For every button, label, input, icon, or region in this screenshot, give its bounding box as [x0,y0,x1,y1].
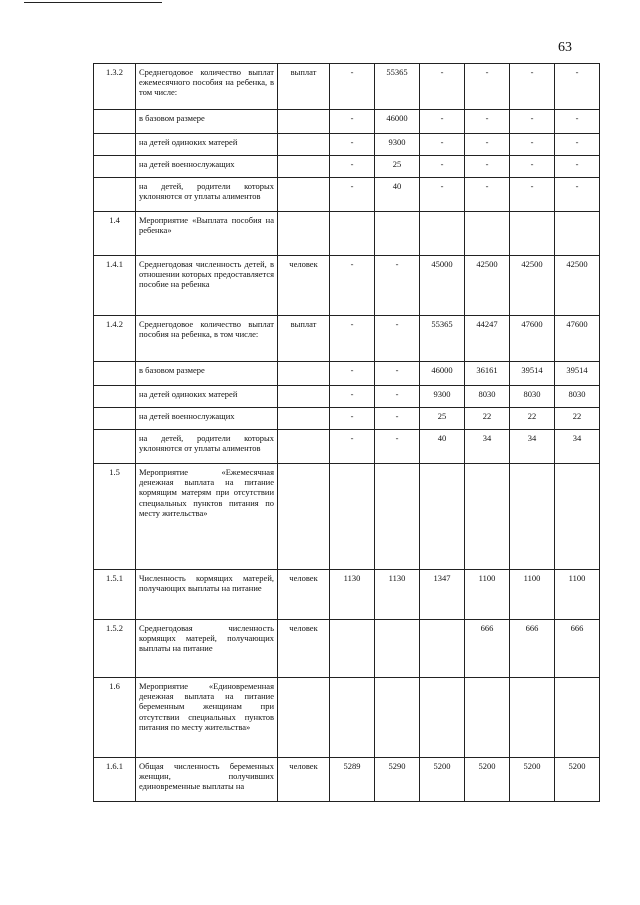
row-value-3: 45000 [420,256,465,316]
table-row [94,570,600,620]
row-value-4 [465,212,510,256]
row-value-4 [465,464,510,570]
row-value-5: - [510,110,555,134]
row-value-4: 42500 [465,256,510,316]
row-value-1: - [330,316,375,362]
row-value-1: - [330,408,375,430]
table-row [94,256,600,316]
row-description: в базовом размере [136,110,278,134]
row-number: 1.3.2 [94,64,136,110]
row-value-3 [420,212,465,256]
row-value-2: 1130 [375,570,420,620]
row-value-4: 44247 [465,316,510,362]
row-value-4: 36161 [465,362,510,386]
row-value-2: 25 [375,156,420,178]
table-row [94,678,600,758]
row-value-1: - [330,64,375,110]
row-value-2 [375,678,420,758]
row-value-2: - [375,386,420,408]
row-description: Мероприятие «Ежемесячная денежная выплата на питание кормящим матерям при отсутствии специальных пунктов питания по месту жительства» [136,464,278,570]
row-value-4: - [465,156,510,178]
row-description: Численность кормящих матерей, получающих выплаты на питание [136,570,278,620]
table-row [94,110,600,134]
row-value-5: 42500 [510,256,555,316]
row-number [94,134,136,156]
row-unit: выплат [278,64,330,110]
row-value-1: 5289 [330,758,375,802]
row-value-1 [330,620,375,678]
row-value-6: 8030 [555,386,600,408]
row-unit [278,386,330,408]
row-value-4: - [465,64,510,110]
row-number: 1.5 [94,464,136,570]
row-value-6: 39514 [555,362,600,386]
row-unit: выплат [278,316,330,362]
row-value-5: 39514 [510,362,555,386]
row-value-5 [510,212,555,256]
row-value-1: - [330,156,375,178]
row-description: Среднегодовая численность кормящих матерей, получающих выплаты на питание [136,620,278,678]
table-body [94,64,600,802]
row-unit [278,464,330,570]
row-description: на детей, родители которых уклоняются от уплаты алиментов [136,178,278,212]
row-value-3: 25 [420,408,465,430]
table-row [94,758,600,802]
row-value-3: - [420,110,465,134]
row-value-6: - [555,64,600,110]
row-number: 1.6 [94,678,136,758]
row-value-3: 46000 [420,362,465,386]
row-number [94,110,136,134]
row-value-4: 1100 [465,570,510,620]
row-value-6: - [555,178,600,212]
row-unit: человек [278,758,330,802]
row-value-2: - [375,408,420,430]
page-number: 63 [558,40,572,55]
row-description: Общая численность беременных женщин, получивших единовременные выплаты на [136,758,278,802]
row-unit [278,408,330,430]
row-description: на детей, родители которых уклоняются от уплаты алиментов [136,430,278,464]
table-row [94,212,600,256]
row-value-4: 666 [465,620,510,678]
row-description: на детей одиноких матерей [136,134,278,156]
table-row [94,430,600,464]
table-row [94,408,600,430]
row-value-5: 8030 [510,386,555,408]
table-row [94,134,600,156]
top-rule [24,2,162,3]
row-value-4: - [465,178,510,212]
row-value-2: 5290 [375,758,420,802]
row-unit [278,430,330,464]
row-value-3: 1347 [420,570,465,620]
row-number [94,408,136,430]
row-description: на детей военнослужащих [136,156,278,178]
row-value-2: 9300 [375,134,420,156]
row-value-4: - [465,110,510,134]
row-unit [278,362,330,386]
row-unit [278,678,330,758]
row-value-4: 8030 [465,386,510,408]
row-description: в базовом размере [136,362,278,386]
row-value-1 [330,678,375,758]
row-value-6 [555,464,600,570]
row-value-5: - [510,134,555,156]
row-number [94,386,136,408]
row-value-1: - [330,256,375,316]
row-value-3: - [420,156,465,178]
row-value-5: 47600 [510,316,555,362]
row-value-3 [420,620,465,678]
row-number [94,362,136,386]
row-value-2: 55365 [375,64,420,110]
row-value-5 [510,678,555,758]
row-value-3: - [420,178,465,212]
row-description: на детей одиноких матерей [136,386,278,408]
row-value-1: 1130 [330,570,375,620]
row-value-3: 5200 [420,758,465,802]
row-unit [278,156,330,178]
row-unit: человек [278,620,330,678]
row-value-6: - [555,110,600,134]
row-number [94,178,136,212]
table-row [94,386,600,408]
row-value-5: 5200 [510,758,555,802]
row-value-6: 5200 [555,758,600,802]
row-unit [278,212,330,256]
row-unit: человек [278,570,330,620]
row-unit [278,134,330,156]
row-unit [278,178,330,212]
row-value-5: - [510,178,555,212]
row-value-5: 34 [510,430,555,464]
row-value-3: - [420,64,465,110]
indicators-table [93,63,600,802]
row-value-2: - [375,430,420,464]
row-value-2: 46000 [375,110,420,134]
row-value-1 [330,464,375,570]
row-value-4: 5200 [465,758,510,802]
row-value-6: 666 [555,620,600,678]
row-value-2 [375,212,420,256]
row-number: 1.5.1 [94,570,136,620]
row-value-6 [555,678,600,758]
row-value-3: 9300 [420,386,465,408]
row-value-4: 22 [465,408,510,430]
row-value-2: - [375,316,420,362]
table-row [94,64,600,110]
row-number: 1.4 [94,212,136,256]
table-row [94,620,600,678]
row-value-6: - [555,134,600,156]
row-value-5: 22 [510,408,555,430]
row-value-4: - [465,134,510,156]
row-value-3: - [420,134,465,156]
row-value-6: 42500 [555,256,600,316]
row-value-1: - [330,178,375,212]
table-row [94,464,600,570]
row-value-3 [420,678,465,758]
row-value-3: 40 [420,430,465,464]
row-number: 1.4.2 [94,316,136,362]
row-value-5: - [510,64,555,110]
table-row [94,178,600,212]
row-value-5: - [510,156,555,178]
row-description: Среднегодовая численность детей, в отношении которых предоставляется пособие на ребенка [136,256,278,316]
row-value-4 [465,678,510,758]
row-number [94,156,136,178]
row-value-6: - [555,156,600,178]
row-value-4: 34 [465,430,510,464]
row-number [94,430,136,464]
row-number: 1.4.1 [94,256,136,316]
row-value-6: 22 [555,408,600,430]
row-value-2 [375,464,420,570]
row-value-6: 34 [555,430,600,464]
row-value-5 [510,464,555,570]
row-value-3: 55365 [420,316,465,362]
row-description: Мероприятие «Единовременная денежная выплата на питание беременным женщинам при отсутствии специальных пунктов питания по месту жительства» [136,678,278,758]
table-row [94,156,600,178]
table-row [94,316,600,362]
row-description: Среднегодовое количество выплат ежемесячного пособия на ребенка, в том числе: [136,64,278,110]
row-unit: человек [278,256,330,316]
row-value-3 [420,464,465,570]
row-description: Мероприятие «Выплата пособия на ребенка» [136,212,278,256]
row-unit [278,110,330,134]
row-number: 1.5.2 [94,620,136,678]
row-value-1: - [330,386,375,408]
row-value-5: 666 [510,620,555,678]
row-value-2 [375,620,420,678]
row-number: 1.6.1 [94,758,136,802]
row-value-1: - [330,110,375,134]
row-value-6: 47600 [555,316,600,362]
row-value-1: - [330,362,375,386]
row-description: на детей военнослужащих [136,408,278,430]
row-value-5: 1100 [510,570,555,620]
table-row [94,362,600,386]
row-value-6 [555,212,600,256]
row-value-1: - [330,430,375,464]
row-value-1 [330,212,375,256]
row-description: Среднегодовое количество выплат пособия на ребенка, в том числе: [136,316,278,362]
row-value-2: - [375,362,420,386]
row-value-1: - [330,134,375,156]
row-value-2: - [375,256,420,316]
row-value-2: 40 [375,178,420,212]
row-value-6: 1100 [555,570,600,620]
